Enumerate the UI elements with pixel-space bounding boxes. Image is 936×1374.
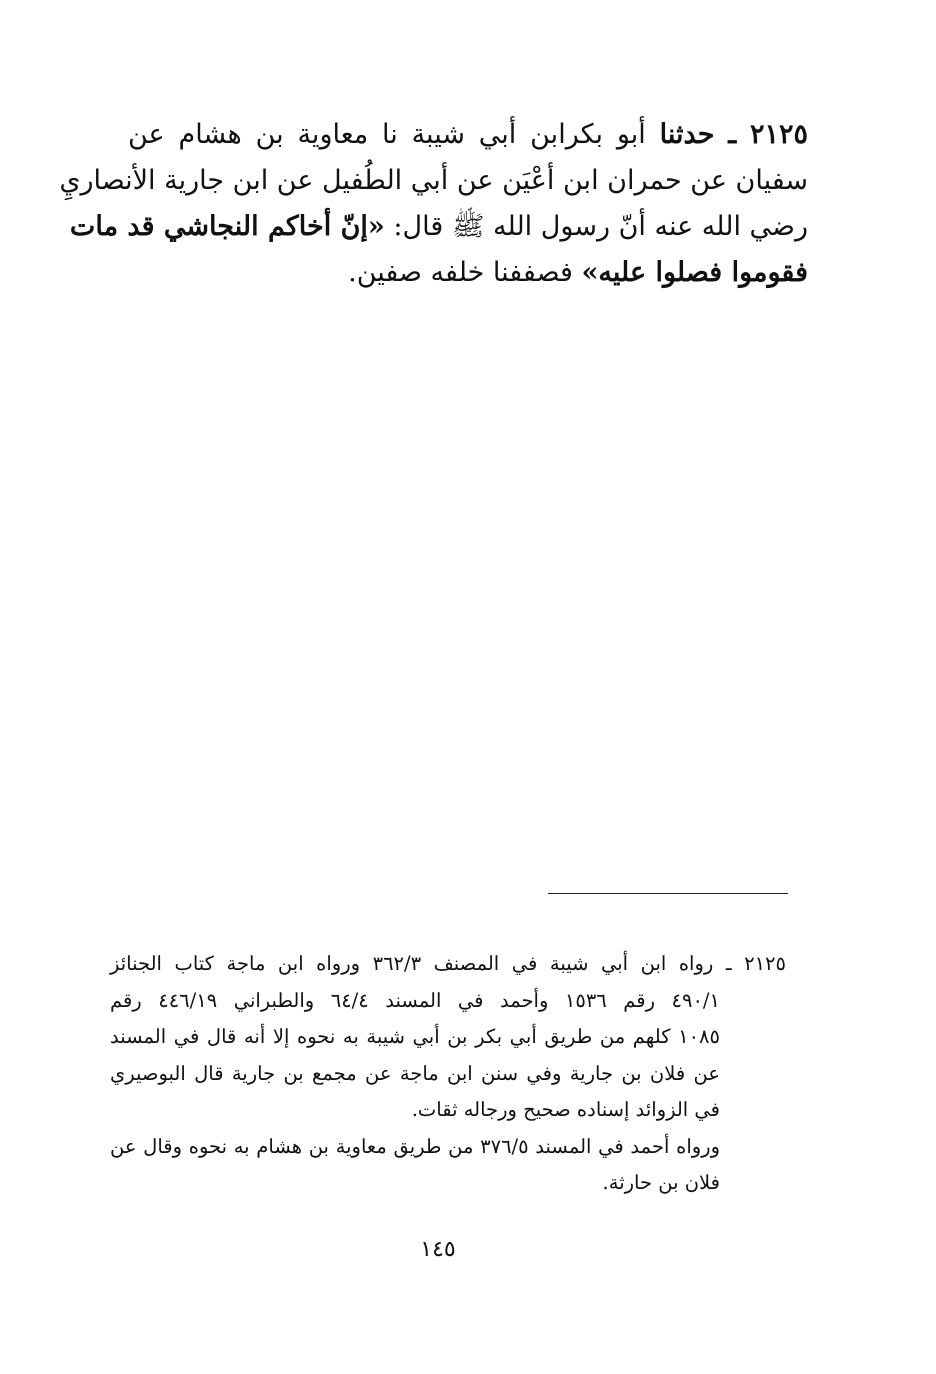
- footnote-line: عن فلان بن جارية وفي سنن ابن ماجة عن مجمع بن جارية قال البوصيري: [110, 1061, 720, 1085]
- hadith-line-4: [128, 250, 808, 296]
- hadith-quote-start: «إنّ أخاكم النجاشي قد مات: [69, 211, 385, 242]
- hadith-text: [59, 112, 808, 296]
- hadith-line-3-plain: رضي الله عنه أنّ رسول الله ﷺ قال:: [393, 211, 808, 242]
- hadith-line-1: [128, 112, 808, 158]
- hadith-quote-end: فقوموا فصلوا عليه»: [581, 257, 808, 288]
- hadith-line-4-plain: فصففنا خلفه صفين.: [348, 257, 573, 288]
- hadith-opening-word: حدثنا: [659, 119, 715, 150]
- footnote-line: ٤٩٠/١ رقم ١٥٣٦ وأحمد في المسند ٦٤/٤ والطبراني ٤٤٦/١٩ رقم: [110, 988, 720, 1012]
- footnote: [110, 946, 786, 1202]
- footnote-line: في الزوائد إسناده صحيح ورجاله ثقات.: [411, 1098, 720, 1121]
- hadith-line-2: سفيان عن حمران ابن أعْيَن عن أبي الطُفيل عن ابن جارية الأنصاريِ: [59, 165, 808, 196]
- hadith-number: ٢١٢٥: [749, 119, 808, 150]
- page-number: ١٤٥: [420, 1237, 456, 1262]
- footnote-line: ١٠٨٥ كلهم من طريق أبي بكر بن أبي شيبة به نحوه إلا أنه قال في المسند: [110, 1025, 720, 1048]
- hadith-line-3: [69, 204, 808, 250]
- footnote-line: فلان بن حارثة.: [602, 1171, 720, 1194]
- hadith-line-1-rest: أبو بكرابن أبي شيبة نا معاوية بن هشام عن: [128, 119, 646, 150]
- footnote-line: ورواه أحمد في المسند ٣٧٦/٥ من طريق معاوية بن هشام به نحوه وقال عن: [110, 1134, 720, 1158]
- hadith-dash: ـ: [728, 119, 737, 150]
- footnote-line: ٢١٢٥ ـ رواه ابن أبي شيبة في المصنف ٣٦٢/٣ ورواه ابن ماجة كتاب الجنائز: [110, 952, 786, 975]
- footnote-separator: [548, 893, 788, 894]
